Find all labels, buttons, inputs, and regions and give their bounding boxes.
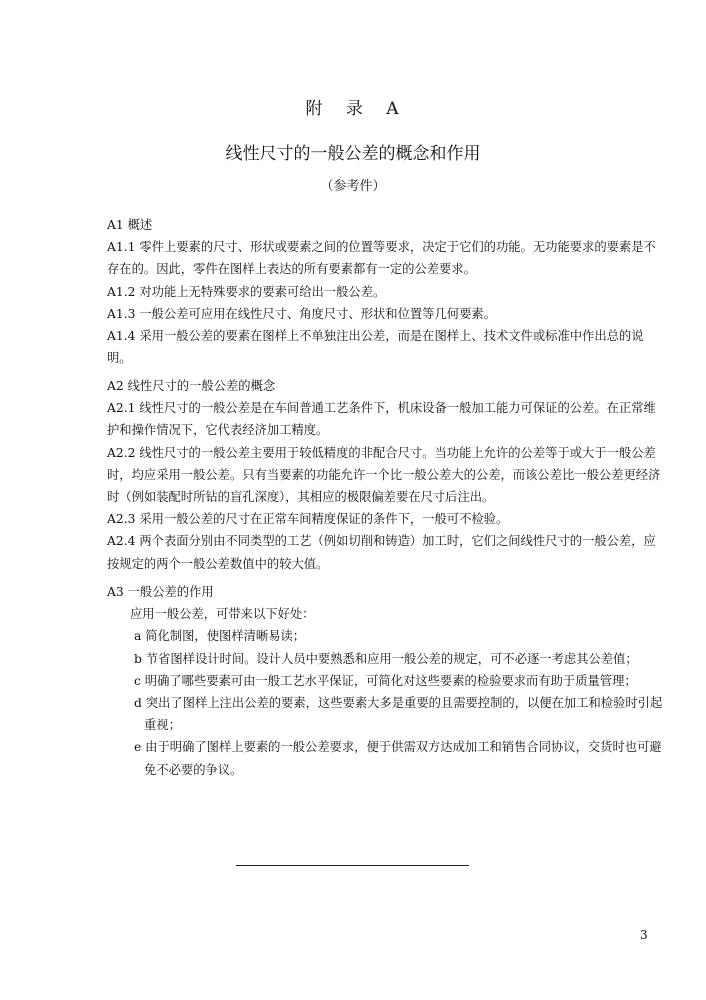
section-heading: A3 一般公差的作用: [107, 585, 214, 599]
paragraph-a1-4: A1.4 采用一般公差的要素在图样上不单独注出公差，而是在图样上、技术文件或标准中作出总的说明。: [107, 329, 644, 366]
section-heading: A2 线性尺寸的一般公差的概念: [107, 379, 276, 393]
paragraph-a1-2: A1.2 对功能上无特殊要求的要素可给出一般公差。: [107, 284, 386, 299]
paragraph-a3-intro: 应用一般公差，可带来以下好处：: [130, 607, 315, 622]
document-subtitle: （参考件）: [320, 179, 386, 194]
paragraph-a1-3: A1.3 一般公差可应用在线性尺寸、角度尺寸、形状和位置等几何要素。: [107, 306, 496, 321]
section-a2: [107, 375, 667, 575]
page-number: 3: [640, 928, 648, 942]
appendix-heading: 附 录 A: [305, 99, 401, 119]
paragraph-a2-1: A2.1 线性尺寸的一般公差是在车间普通工艺条件下，机床设备一般加工能力可保证的公差。在正常维护和操作情况下，它代表经济加工精度。: [107, 401, 656, 438]
document-title: 线性尺寸的一般公差的概念和作用: [225, 144, 481, 164]
paragraph-a1-1: A1.1 零件上要素的尺寸、形状或要素之间的位置等要求，决定于它们的功能。无功能要求的要素是不存在的。因此，零件在图样上表达的所有要素都有一定的公差要求。: [107, 240, 656, 277]
list-item: a 简化制图，使图样清晰易读；: [134, 629, 306, 644]
list-item: d 突出了图样上注出公差的要素，这些要素大多是重要的且需要控制的，以便在加工和检验时引起重视；: [134, 696, 663, 733]
paragraph-a2-2: A2.2 线性尺寸的一般公差主要用于较低精度的非配合尺寸。当功能上允许的公差等于或大于一般公差时，均应采用一般公差。只有当要素的功能允许一个比一般公差大的公差，而该公差比一般公差更经济时（例如装配时所钻的盲孔深度），其相应的极限偏差要在尺寸后注出。: [107, 445, 661, 505]
section-heading: A1 概述: [107, 218, 153, 232]
section-a3: [107, 581, 667, 781]
end-rule: [236, 865, 469, 866]
list-item: b 节省图样设计时间。设计人员中要熟悉和应用一般公差的规定，可不必逐一考虑其公差值；: [134, 651, 638, 666]
list-item: e 由于明确了图样上要素的一般公差要求，便于供需双方达成加工和销售合同协议，交货时也可避免不必要的争议。: [134, 740, 662, 777]
list-item: c 明确了哪些要素可由一般工艺水平保证，可简化对这些要素的检验要求而有助于质量管理；: [134, 673, 637, 688]
paragraph-a2-4: A2.4 两个表面分别由不同类型的工艺（例如切削和铸造）加工时，它们之间线性尺寸的一般公差，应按规定的两个一般公差数值中的较大值。: [107, 534, 656, 571]
section-a1: [107, 214, 667, 369]
paragraph-a2-3: A2.3 采用一般公差的尺寸在正常车间精度保证的条件下，一般可不检验。: [107, 512, 509, 527]
